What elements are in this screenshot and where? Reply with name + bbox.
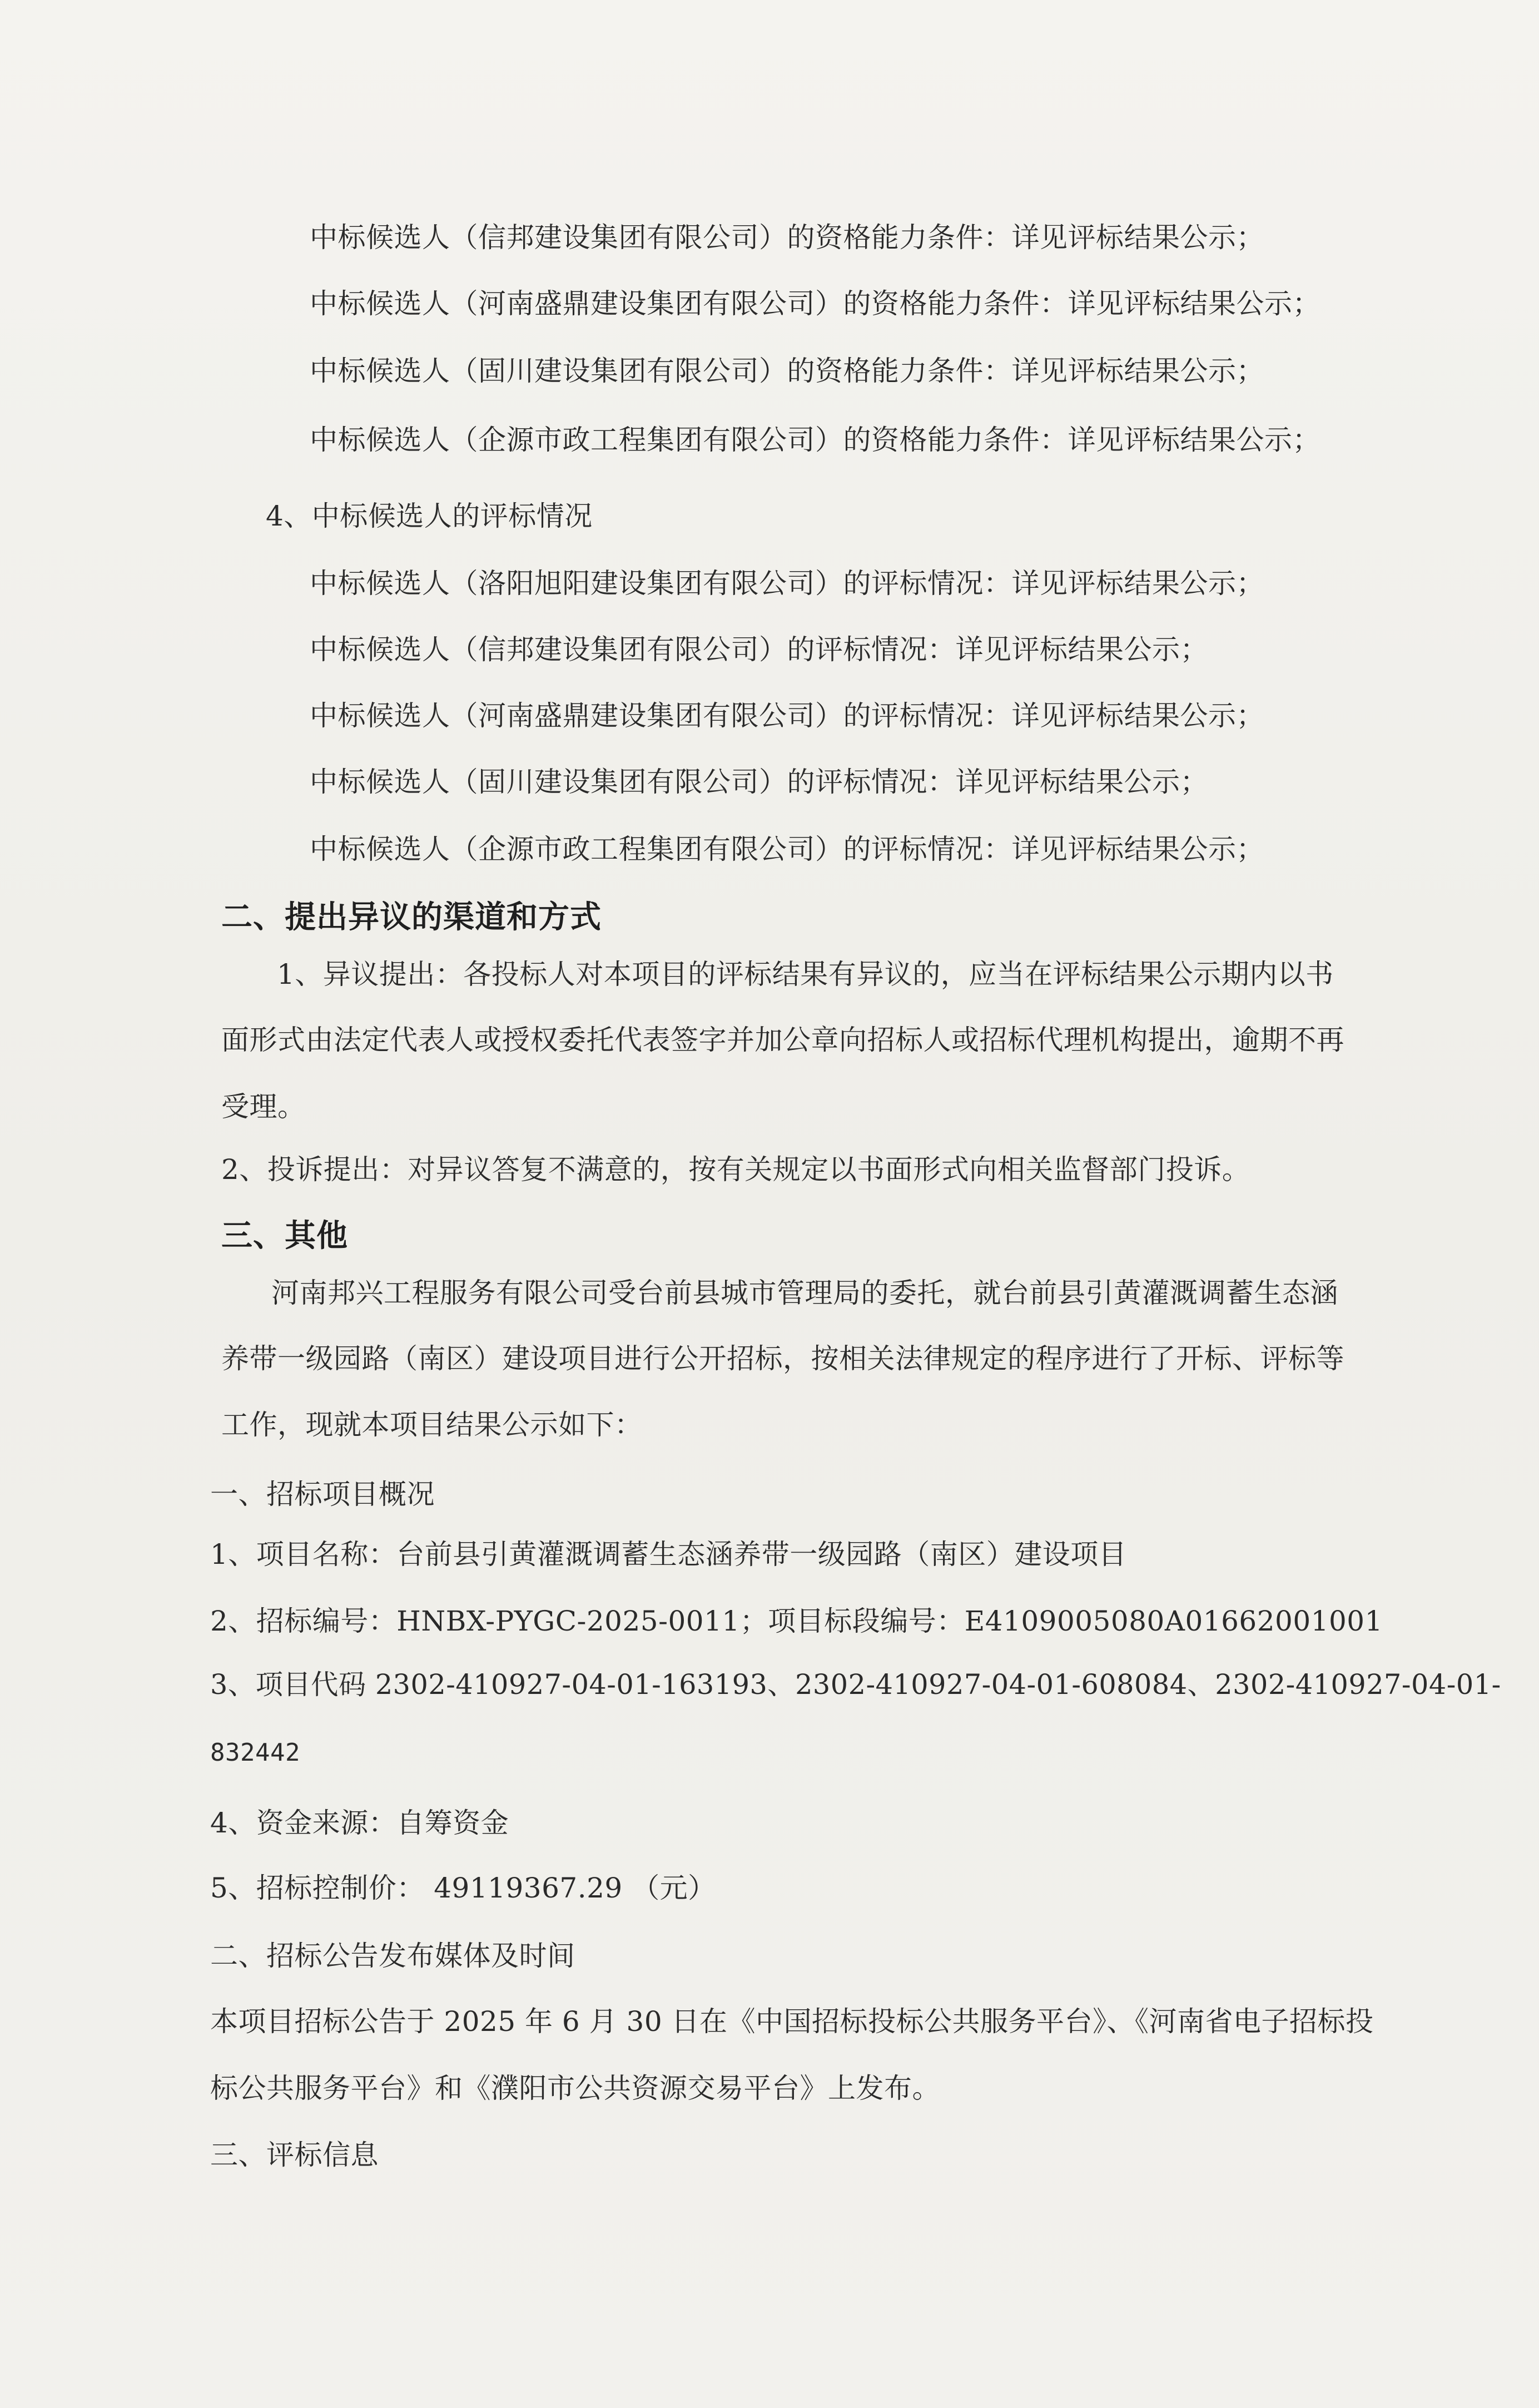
evaluation-line: 中标候选人（信邦建设集团有限公司）的评标情况：详见评标结果公示； xyxy=(310,633,1208,666)
qualification-line: 中标候选人（信邦建设集团有限公司）的资格能力条件：详见评标结果公示； xyxy=(310,221,1264,254)
evaluation-line: 中标候选人（洛阳旭阳建设集团有限公司）的评标情况：详见评标结果公示； xyxy=(310,567,1264,599)
evaluation-line: 中标候选人（企源市政工程集团有限公司）的评标情况：详见评标结果公示； xyxy=(310,833,1264,865)
item4-title: 4、中标候选人的评标情况 xyxy=(266,500,593,532)
evaluation-line: 中标候选人（河南盛鼎建设集团有限公司）的评标情况：详见评标结果公示； xyxy=(310,700,1264,732)
objection-paragraph-line: 受理。 xyxy=(221,1091,306,1123)
announcement-line: 本项目招标公告于 2025 年 6 月 30 日在《中国招标投标公共服务平台》、《河南省电子招标投 xyxy=(210,2005,1374,2038)
evaluation-line: 中标候选人（固川建设集团有限公司）的评标情况：详见评标结果公示； xyxy=(310,766,1208,798)
subsection-title: 一、招标项目概况 xyxy=(210,1478,435,1510)
subsection-title: 二、招标公告发布媒体及时间 xyxy=(210,1940,575,1972)
section-heading-other: 三、其他 xyxy=(221,1218,348,1254)
tender-number-line: 2、招标编号：HNBX-PYGC-2025-0011；项目标段编号：E4109005080A01662001001 xyxy=(210,1605,1383,1637)
fund-source-line: 4、资金来源：自筹资金 xyxy=(210,1807,509,1839)
section-heading-objection: 二、提出异议的渠道和方式 xyxy=(221,899,602,935)
objection-paragraph-line: 1、异议提出：各投标人对本项目的评标结果有异议的，应当在评标结果公示期内以书 xyxy=(277,958,1334,990)
subsection-title: 三、评标信息 xyxy=(210,2139,379,2171)
objection-paragraph-line: 面形式由法定代表人或授权委托代表签字并加公章向招标人或招标代理机构提出，逾期不再 xyxy=(221,1024,1344,1056)
announcement-line: 标公共服务平台》和《濮阳市公共资源交易平台》上发布。 xyxy=(210,2072,940,2104)
intro-paragraph-line: 河南邦兴工程服务有限公司受台前县城市管理局的委托，就台前县引黄灌溉调蓄生态涵 xyxy=(271,1277,1338,1309)
project-name-line: 1、项目名称：台前县引黄灌溉调蓄生态涵养带一级园路（南区）建设项目 xyxy=(210,1538,1127,1570)
intro-paragraph-line: 工作，现就本项目结果公示如下： xyxy=(221,1409,643,1441)
qualification-line: 中标候选人（河南盛鼎建设集团有限公司）的资格能力条件：详见评标结果公示； xyxy=(310,288,1320,320)
project-code-line: 3、项目代码 2302-410927-04-01-163193、2302-410927-04-01-608084、2302-410927-04-01- xyxy=(210,1668,1501,1701)
complaint-line: 2、投诉提出：对异议答复不满意的，按有关规定以书面形式向相关监督部门投诉。 xyxy=(221,1153,1250,1186)
project-code-line: 832442 xyxy=(210,1738,300,1767)
qualification-line: 中标候选人（固川建设集团有限公司）的资格能力条件：详见评标结果公示； xyxy=(310,355,1264,387)
qualification-line: 中标候选人（企源市政工程集团有限公司）的资格能力条件：详见评标结果公示； xyxy=(310,424,1320,456)
intro-paragraph-line: 养带一级园路（南区）建设项目进行公开招标，按相关法律规定的程序进行了开标、评标等 xyxy=(221,1342,1344,1375)
control-price-line: 5、招标控制价： 49119367.29 （元） xyxy=(210,1872,716,1904)
